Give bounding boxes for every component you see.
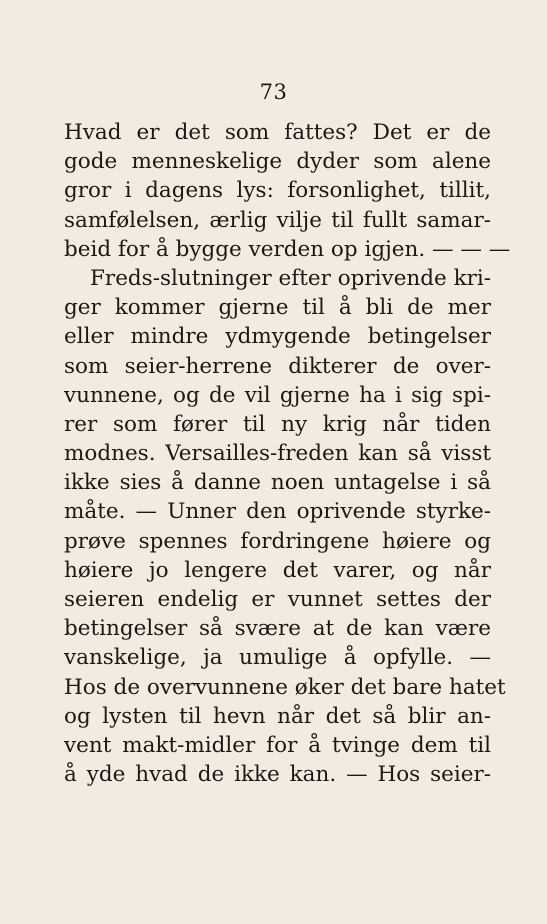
- text-line: ikke sies å danne noen untagelse i så: [64, 470, 491, 496]
- page-number: 73: [259, 80, 288, 104]
- text-line: som seier-herrene dikterer de over-: [64, 353, 491, 379]
- text-line: Hos de overvunnene øker det bare hatet: [64, 674, 506, 700]
- text-line: eller mindre ydmygende betingelser: [64, 324, 491, 350]
- text-line: vent makt-midler for å tvinge dem til: [64, 732, 491, 758]
- text-line: seieren endelig er vunnet settes der: [64, 587, 491, 612]
- text-line: måte. — Unner den oprivende styrke-: [64, 499, 491, 525]
- text-line: og lysten til hevn når det så blir an-: [64, 703, 491, 729]
- text-line: betingelser så svære at de kan være: [64, 616, 491, 642]
- text-line: Hvad er det som fattes? Det er de: [64, 120, 491, 145]
- text-line: beid for å bygge verden op igjen. — — —: [64, 236, 511, 262]
- text-line: gode menneskelige dyder som alene: [64, 149, 491, 175]
- text-line: å yde hvad de ikke kan. — Hos seier-: [64, 762, 491, 788]
- text-line: rer som fører til ny krig når tiden: [64, 411, 491, 437]
- text-line: gror i dagens lys: forsonlighet, tillit,: [64, 178, 491, 204]
- text-line: vunnene, og de vil gjerne ha i sig spi-: [64, 382, 491, 408]
- text-line: vanskelige, ja umulige å opfylle. —: [64, 645, 491, 671]
- text-line: ger kommer gjerne til å bli de mer: [64, 295, 491, 321]
- paragraph-start-line: Freds-slutninger efter oprivende kri-: [90, 265, 492, 291]
- text-line: modnes. Versailles-freden kan så visst: [64, 441, 491, 467]
- body-text: [64, 118, 511, 789]
- text-line: samfølelsen, ærlig vilje til fullt samar-: [64, 207, 491, 233]
- text-line: prøve spennes fordringene høiere og: [64, 528, 491, 554]
- text-line: høiere jo lengere det varer, og når: [64, 557, 491, 583]
